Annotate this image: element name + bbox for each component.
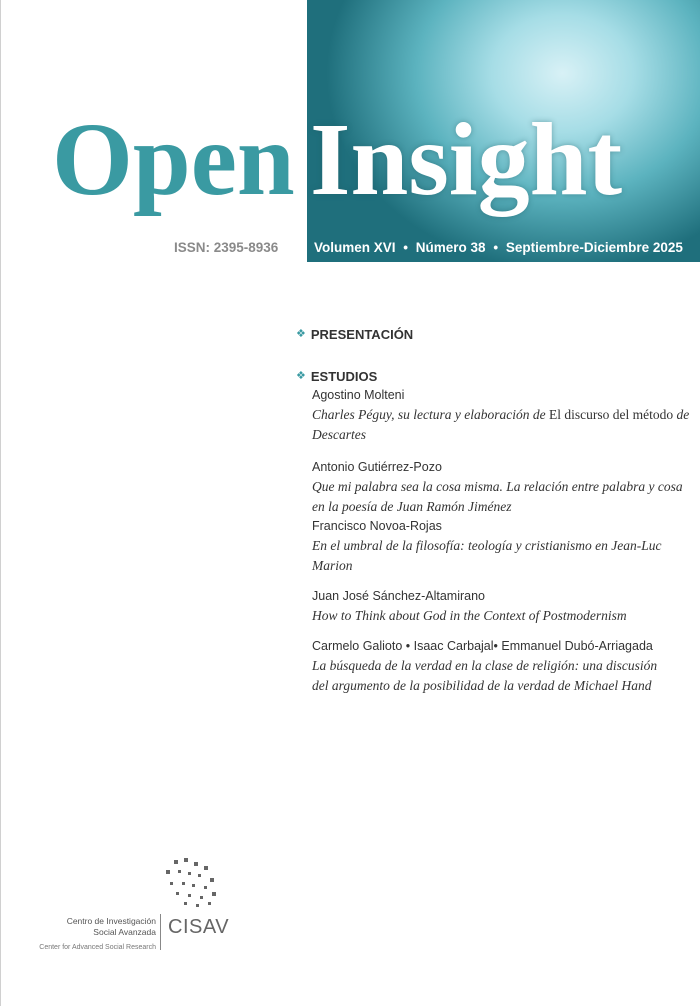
entry-title: [312, 405, 692, 445]
toc-entry: [312, 587, 692, 626]
entry-title: En el umbral de la filosofía: teología y cristianismo en Jean-Luc Marion: [312, 538, 662, 573]
cisav-dots-icon: [164, 858, 220, 910]
entry-title-part: de Descartes: [312, 407, 690, 442]
logo-spanish-name: [67, 916, 156, 938]
entry-title-part: Charles Péguy, su lectura y elaboración de: [312, 407, 549, 422]
entry-author: Carmelo Galioto • Isaac Carbajal• Emmanuel Dubó-Arriagada: [312, 639, 653, 653]
toc-entry: [312, 637, 672, 696]
toc-entry: [312, 386, 692, 445]
logo-acronym: CISAV: [168, 916, 230, 938]
issn-label: ISSN: 2395-8936: [174, 240, 279, 255]
section-estudios: [296, 369, 377, 384]
entry-title-part: El discurso del método: [548, 407, 674, 422]
entry-author: Juan José Sánchez-Altamirano: [312, 589, 486, 603]
entry-author: Francisco Novoa-Rojas: [312, 519, 442, 533]
period-label: Septiembre-Diciembre 2025: [505, 240, 683, 255]
entry-author: Antonio Gutiérrez-Pozo: [312, 460, 442, 474]
number-label: Número 38: [415, 240, 486, 255]
entry-title: Que mi palabra sea la cosa misma. La relación entre palabra y cosa en la poesía de Juan Ramón Jiménez: [312, 479, 683, 514]
logo-line: Social Avanzada: [93, 927, 156, 937]
section-label: ESTUDIOS: [310, 369, 378, 384]
diamond-bullet-icon: ❖: [296, 328, 306, 340]
diamond-bullet-icon: ❖: [296, 370, 306, 382]
logo-line: Centro de Investigación: [66, 916, 156, 926]
issue-info: [314, 240, 683, 255]
toc-entry: [312, 458, 692, 517]
toc-entry: [312, 517, 692, 576]
volume-label: Volumen XVI: [314, 240, 396, 255]
separator-dot: •: [403, 240, 409, 255]
entry-title: La búsqueda de la verdad en la clase de religión: una discusión del argumento de la posibilidad de la verdad de Michael Hand: [312, 658, 658, 693]
cisav-logo: [39, 858, 250, 958]
journal-title-open: Open: [52, 102, 295, 217]
entry-title: How to Think about God in the Context of Postmodernism: [312, 608, 627, 623]
logo-english-name: Center for Advanced Social Research: [39, 944, 156, 951]
logo-divider: [160, 914, 161, 950]
entry-author: Agostino Molteni: [312, 388, 405, 402]
section-presentacion: [296, 327, 413, 342]
left-margin-rule: [0, 0, 1, 1006]
journal-title-insight: Insight: [310, 102, 623, 217]
separator-dot: •: [493, 240, 499, 255]
section-label: PRESENTACIÓN: [310, 327, 414, 342]
